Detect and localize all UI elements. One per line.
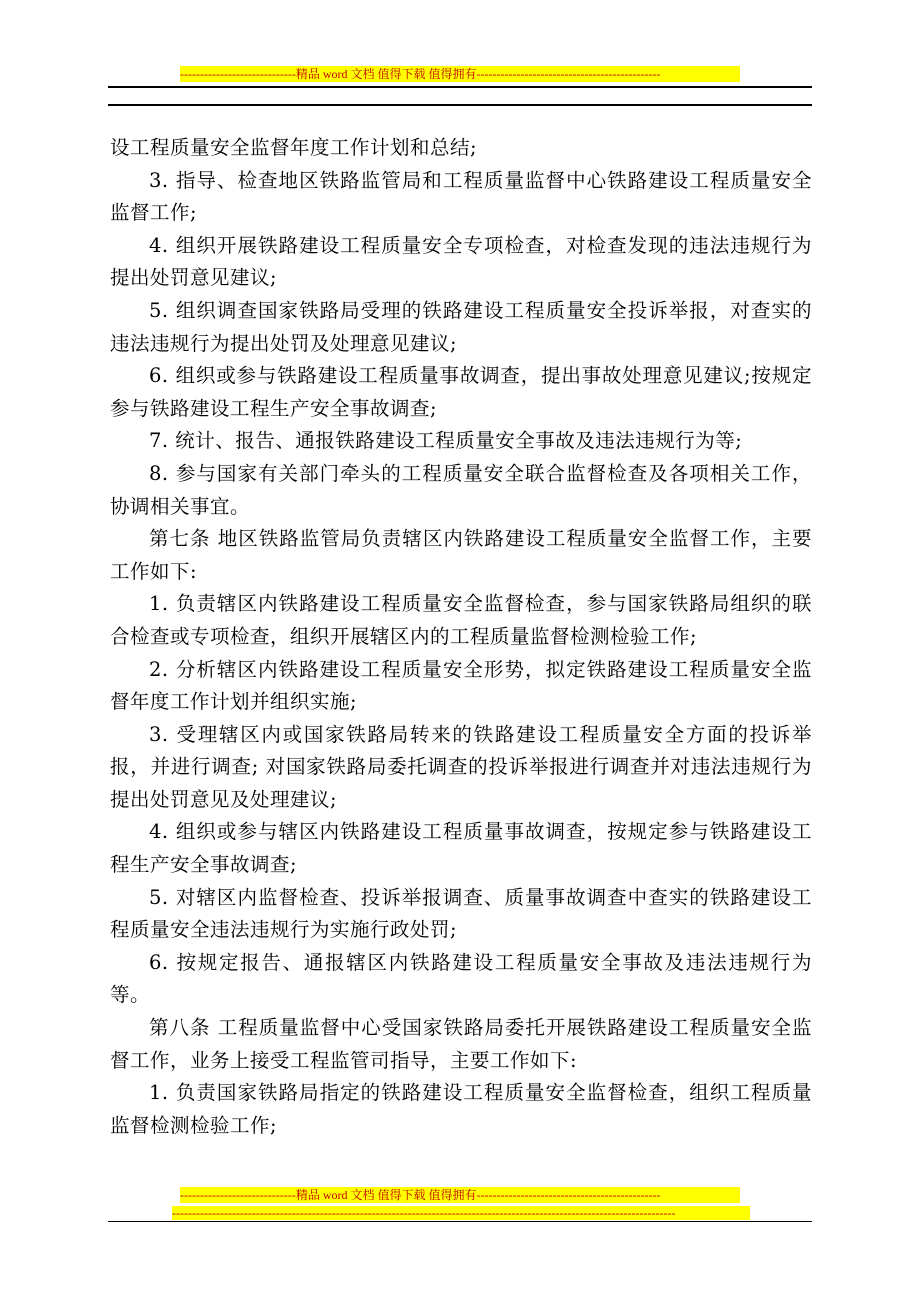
paragraph-item: 1. 负责国家铁路局指定的铁路建设工程质量安全监督检查，组织工程质量监督检测检验工作; [110, 1081, 812, 1137]
paragraph-item: 7. 统计、报告、通报铁路建设工程质量安全事故及违法违规行为等; [149, 429, 743, 453]
footer-dash-line: ------------------------------------------------------------------------------------------------------------------------------ [172, 1206, 750, 1220]
paragraph-item: 4. 组织或参与辖区内铁路建设工程质量事故调查，按规定参与铁路建设工程生产安全事故调查; [110, 820, 812, 877]
paragraph-item: 3. 受理辖区内或国家铁路局转来的铁路建设工程质量安全方面的投诉举报，并进行调查; 对国家铁路局委托调查的投诉举报进行调查并对违法违规行为提出处罚意见及处理建议; [110, 722, 812, 811]
paragraph-item: 3. 指导、检查地区铁路监管局和工程质量监督中心铁路建设工程质量安全监督工作; [110, 168, 812, 225]
paragraph-item: 6. 按规定报告、通报辖区内铁路建设工程质量安全事故及违法违规行为等。 [110, 950, 812, 1007]
paragraph-item: 1. 负责辖区内铁路建设工程质量安全监督检查，参与国家铁路局组织的联合检查或专项检查，组织开展辖区内的工程质量监督检测检验工作; [110, 592, 812, 648]
header-banner: -----------------------------精品 word 文档 值得下载 值得拥有---------------------------------------------- [180, 66, 740, 82]
footer-banner: -----------------------------精品 word 文档 值得下载 值得拥有---------------------------------------------- [180, 1187, 740, 1203]
header-rule-bottom [108, 104, 812, 106]
paragraph-item: 6. 组织或参与铁路建设工程质量事故调查，提出事故处理意见建议;按规定参与铁路建设工程生产安全事故调查; [110, 364, 812, 420]
paragraph-item: 4. 组织开展铁路建设工程质量安全专项检查，对检查发现的违法违规行为提出处罚意见建议; [110, 233, 812, 290]
paragraph-item: 5. 对辖区内监督检查、投诉举报调查、质量事故调查中查实的铁路建设工程质量安全违法违规行为实施行政处罚; [110, 885, 812, 942]
document-body [110, 132, 812, 1142]
article-eight: 第八条 工程质量监督中心受国家铁路局委托开展铁路建设工程质量安全监督工作，业务上接受工程监管司指导，主要工作如下: [110, 1016, 812, 1072]
footer-rule [108, 1221, 812, 1222]
paragraph-item: 8. 参与国家有关部门牵头的工程质量安全联合监督检查及各项相关工作，协调相关事宜。 [110, 461, 812, 518]
article-seven: 第七条 地区铁路监管局负责辖区内铁路建设工程质量安全监督工作，主要工作如下: [110, 527, 812, 583]
paragraph-item: 2. 分析辖区内铁路建设工程质量安全形势，拟定铁路建设工程质量安全监督年度工作计划并组织实施; [110, 657, 812, 714]
header-rule-top [108, 86, 812, 88]
paragraph-continuation: 设工程质量安全监督年度工作计划和总结; [110, 136, 478, 159]
paragraph-item: 5. 组织调查国家铁路局受理的铁路建设工程质量安全投诉举报，对查实的违法违规行为提出处罚及处理意见建议; [110, 298, 812, 355]
